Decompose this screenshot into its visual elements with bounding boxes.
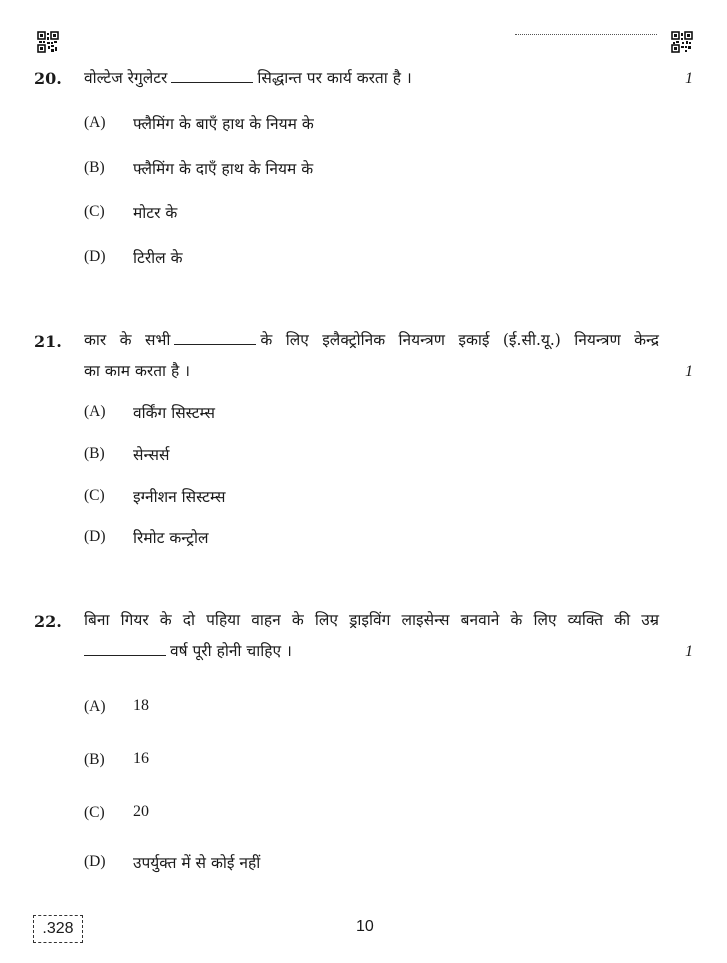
- answer-blank: [171, 68, 253, 83]
- question-text-after-blank: सिद्धान्त पर कार्य करता है ।: [257, 69, 412, 87]
- qr-code-icon: [671, 31, 693, 53]
- option-label: (B): [84, 751, 105, 768]
- question-text-line-2: का काम करता है ।: [84, 362, 191, 380]
- answer-blank: [174, 330, 256, 345]
- option-text: फ्लैमिंग के बाएँ हाथ के नियम के: [133, 115, 314, 133]
- option-text: 16: [133, 750, 149, 767]
- option-text: रिमोट कन्ट्रोल: [133, 529, 209, 547]
- option-label: (D): [84, 528, 106, 545]
- option-text: मोटर के: [133, 204, 178, 222]
- option-text: टिरील के: [133, 249, 183, 267]
- option-label: (A): [84, 114, 106, 131]
- question-text-before-blank: वोल्टेज रेगुलेटर: [84, 69, 168, 87]
- option-label: (A): [84, 403, 106, 420]
- option-text: उपर्युक्त में से कोई नहीं: [133, 854, 261, 872]
- question-number: 21.: [34, 332, 62, 351]
- question-text-before-blank: कार के सभी: [84, 331, 171, 349]
- question-text-after-blank: वर्ष पूरी होनी चाहिए ।: [170, 642, 292, 660]
- question-marks: 1: [685, 70, 693, 87]
- option-label: (B): [84, 445, 105, 462]
- question-text-after-blank: के लिए इलैक्ट्रोनिक नियन्त्रण इकाई (ई.सी.यू.) नियन्त्रण केन्द्र: [260, 331, 660, 349]
- paper-code-box: .328: [33, 915, 83, 943]
- question-text: [84, 63, 659, 94]
- question-number: 20.: [34, 69, 62, 88]
- option-label: (C): [84, 487, 105, 504]
- option-text: 20: [133, 803, 149, 820]
- question-text-line-2: [84, 636, 659, 667]
- option-label: (C): [84, 203, 105, 220]
- option-text: सेन्सर्स: [133, 446, 170, 464]
- qr-code-icon: [37, 31, 59, 53]
- question-text-line-1: बिना गियर के दो पहिया वाहन के लिए ड्राइविंग लाइसेन्स बनवाने के लिए व्यक्ति की उम्र: [84, 611, 659, 629]
- option-label: (C): [84, 804, 105, 821]
- answer-blank: [84, 641, 166, 656]
- question-text-line-1: [84, 325, 659, 356]
- option-label: (D): [84, 248, 106, 265]
- option-label: (D): [84, 853, 106, 870]
- option-label: (A): [84, 698, 106, 715]
- option-text: वर्किंग सिस्टम्स: [133, 404, 216, 422]
- option-label: (B): [84, 159, 105, 176]
- question-marks: 1: [685, 643, 693, 660]
- option-text: इग्नीशन सिस्टम्स: [133, 488, 226, 506]
- page-number: 10: [356, 918, 374, 935]
- option-text: 18: [133, 697, 149, 714]
- header-dotted-rule: [515, 34, 657, 35]
- question-marks: 1: [685, 363, 693, 380]
- option-text: फ्लैमिंग के दाएँ हाथ के नियम के: [133, 160, 314, 178]
- question-number: 22.: [34, 612, 62, 631]
